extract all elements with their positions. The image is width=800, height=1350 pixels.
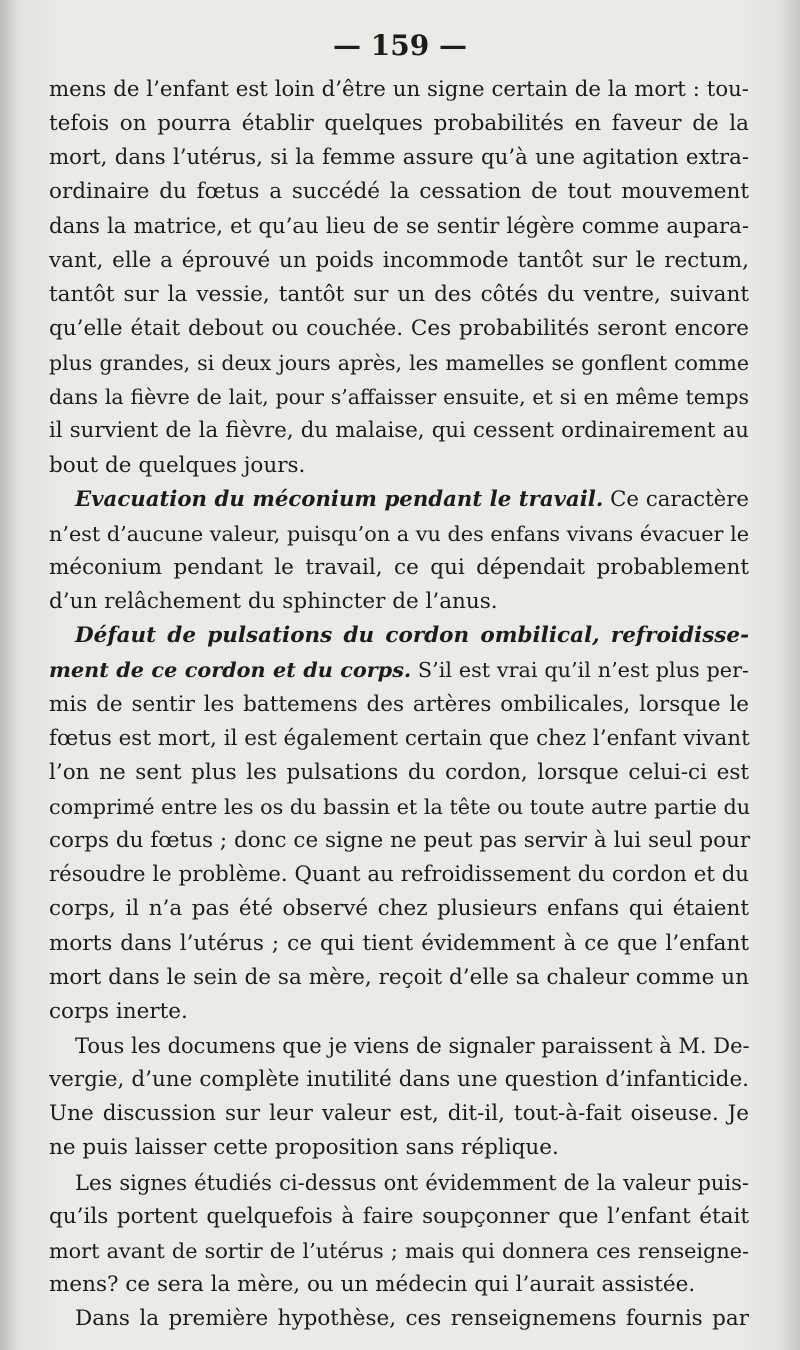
line-text: mort, dans l’utérus, si la femme assure qu’à une agitation extra- — [49, 145, 749, 171]
text-line — [49, 278, 749, 312]
text-line — [49, 1302, 749, 1336]
line-text: l’on ne sent plus les pulsations du cordon, lorsque celui-ci est — [49, 759, 749, 785]
line-text: dans la fièvre de lait, pour s’affaisser ensuite, et si en même temps — [49, 385, 749, 410]
text-line — [49, 210, 749, 244]
page-number: — 159 — — [333, 29, 467, 62]
text-line — [49, 892, 749, 926]
line-text: corps, il n’a pas été observé chez plusieurs enfans qui étaient — [49, 896, 749, 922]
text-line — [49, 107, 749, 141]
italic-heading: Evacuation du méconium pendant le travail. — [75, 486, 604, 512]
text-line — [49, 73, 749, 107]
text-line — [49, 756, 749, 790]
text-line — [49, 244, 749, 278]
line-text: vergie, d’une complète inutilité dans une question d’infanticide. — [49, 1067, 749, 1093]
text-line — [49, 1131, 749, 1165]
text-line — [49, 1166, 749, 1200]
line-text: ordinaire du fœtus a succédé la cessation de tout mouvement — [49, 179, 749, 205]
text-line — [49, 551, 749, 585]
line-text: qu’elle était debout ou couchée. Ces probabilités seront encore — [49, 315, 749, 341]
italic-heading: Défaut de pulsations du cordon ombilical, refroidisse- — [75, 623, 749, 649]
text-line — [49, 517, 749, 551]
text-line — [49, 312, 749, 346]
line-text: corps inerte. — [49, 998, 188, 1024]
text-line — [49, 927, 749, 961]
line-text: S’il est vrai qu’il n’est plus per- — [411, 658, 750, 683]
line-text: morts dans l’utérus ; ce qui tient évidemment à ce que l’enfant — [49, 930, 749, 956]
text-line — [49, 824, 749, 858]
line-text: corps du fœtus ; donc ce signe ne peut pas servir à lui seul pour — [49, 828, 751, 854]
line-text: fœtus est mort, il est également certain que chez l’enfant vivant — [49, 725, 750, 751]
text-line — [49, 1063, 749, 1097]
text-line — [49, 1234, 749, 1268]
line-text: mort dans le sein de sa mère, reçoit d’elle sa chaleur comme un — [49, 964, 749, 990]
text-line — [49, 961, 749, 995]
line-text: Les signes étudiés ci-dessus ont évidemment de la valeur puis- — [75, 1170, 749, 1195]
text-line — [49, 346, 749, 380]
text-line — [49, 722, 749, 756]
line-text: dans la matrice, et qu’au lieu de se sentir légère comme aupara- — [49, 213, 749, 239]
line-text: plus grandes, si deux jours après, les mamelles se gonflent comme — [49, 351, 749, 376]
line-text: d’un relâchement du sphincter de l’anus. — [49, 589, 498, 615]
text-line — [49, 619, 749, 653]
line-text: il survient de la fièvre, du malaise, qui cessent ordinairement au — [49, 418, 749, 444]
line-text: comprimé entre les os du bassin et la tête ou toute autre partie du — [49, 794, 751, 819]
text-line — [49, 653, 749, 687]
line-text: ne puis laisser cette proposition sans réplique. — [49, 1135, 559, 1161]
text-line — [49, 1268, 749, 1302]
line-text: qu’ils portent quelquefois à faire soupçonner que l’enfant était — [49, 1203, 749, 1229]
text-line — [49, 995, 749, 1029]
line-text: vant, elle a éprouvé un poids incommode tantôt sur le rectum, — [49, 247, 749, 273]
line-text: mort avant de sortir de l’utérus ; mais qui donnera ces renseigne- — [49, 1238, 749, 1263]
italic-heading: ment de ce cordon et du corps. — [49, 658, 412, 683]
text-line — [49, 1097, 749, 1131]
line-text: Tous les documens que je viens de signaler paraissent à M. De- — [75, 1033, 750, 1058]
line-text: mens de l’enfant est loin d’être un signe certain de la mort : tou- — [49, 77, 749, 102]
line-text: Ce caractère — [603, 486, 749, 512]
line-text: résoudre le problème. Quant au refroidissement du cordon et du — [49, 862, 749, 888]
line-text: méconium pendant le travail, ce qui dépendait probablement — [49, 554, 749, 580]
text-line — [49, 1200, 749, 1234]
text-line — [49, 1029, 749, 1063]
text-line — [49, 414, 749, 448]
line-text: n’est d’aucune valeur, puisqu’on a vu des enfans vivans évacuer le — [49, 521, 749, 546]
line-text: mis de sentir les battemens des artères ombilicales, lorsque le — [49, 691, 749, 717]
text-line — [49, 585, 749, 619]
line-text: bout de quelques jours. — [49, 452, 306, 478]
text-line — [49, 175, 749, 209]
text-line — [49, 380, 749, 414]
line-text: mens? ce sera la mère, ou un médecin qui l’aurait assistée. — [49, 1271, 696, 1297]
text-line — [49, 790, 749, 824]
line-text: Une discussion sur leur valeur est, dit-il, tout-à-fait oiseuse. Je — [49, 1101, 749, 1127]
text-line — [49, 858, 749, 892]
text-line — [49, 483, 749, 517]
line-text: tefois on pourra établir quelques probabilités en faveur de la — [49, 111, 749, 137]
body-text — [49, 73, 749, 1336]
line-text: Dans la première hypothèse, ces renseignemens fournis par — [75, 1306, 749, 1332]
text-line — [49, 141, 749, 175]
text-line — [49, 449, 749, 483]
text-line — [49, 688, 749, 722]
line-text: tantôt sur la vessie, tantôt sur un des côtés du ventre, suivant — [49, 281, 749, 307]
